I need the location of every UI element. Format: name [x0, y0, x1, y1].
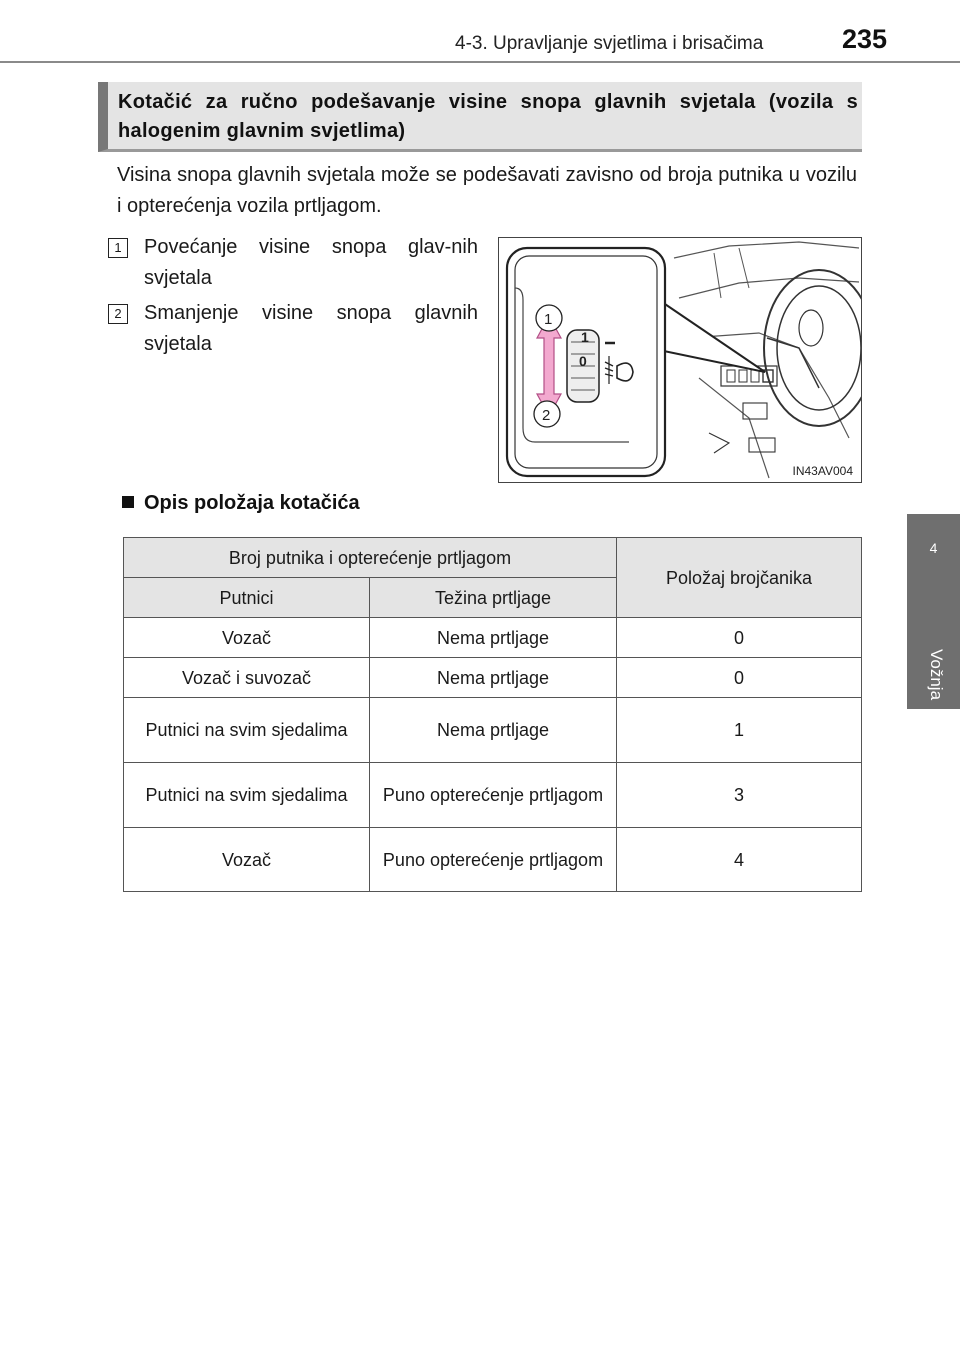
page-number: 235 [842, 24, 888, 54]
dashboard-illustration [499, 238, 861, 482]
header-passengers-cell: Putnici [124, 578, 370, 618]
passengers-cell: Vozač [124, 618, 370, 658]
passengers-cell: Vozač i suvozač [124, 658, 370, 698]
table-header-row [124, 538, 862, 578]
dial-position-table [123, 537, 862, 892]
item-number-badge: 1 [108, 238, 128, 258]
position-cell: 0 [617, 618, 862, 658]
header-luggage-cell: Težina prtljage [370, 578, 617, 618]
section-title: Kotačić za ručno podešavanje visine snopa glavnih svjetala (vozila s halogenim glavnim svjetlima) [118, 91, 858, 142]
passengers-cell: Vozač [124, 828, 370, 892]
passengers-cell: Putnici na svim sjedalima [124, 763, 370, 828]
position-cell: 0 [617, 658, 862, 698]
item-number-badge: 2 [108, 304, 128, 324]
section-heading [98, 82, 862, 152]
header-divider [0, 61, 960, 63]
passengers-cell: Putnici na svim sjedalima [124, 698, 370, 763]
square-bullet-icon [122, 496, 134, 508]
luggage-cell: Nema prtljage [370, 698, 617, 763]
luggage-cell: Puno opterećenje prtljagom [370, 763, 617, 828]
item-text: Povećanje visine snopa glav-nih svjetala [144, 236, 478, 289]
luggage-cell: Nema prtljage [370, 618, 617, 658]
intro-paragraph: Visina snopa glavnih svjetala može se podešavati zavisno od broja putnika u vozilu i opterećenja vozila prtljagom. [117, 164, 857, 217]
luggage-cell: Nema prtljage [370, 658, 617, 698]
dial-mark-top: 1 [581, 329, 589, 345]
chapter-side-tab [907, 514, 960, 709]
dial-mark-bottom: 0 [579, 353, 587, 369]
item-text: Smanjenje visine snopa glavnih svjetala [144, 302, 478, 355]
callout-1: 1 [544, 311, 553, 328]
page-header [0, 0, 960, 64]
headlight-leveling-dial-illustration [498, 237, 862, 483]
header-group-cell: Broj putnika i opterećenje prtljagom [124, 538, 617, 578]
figure-code: IN43AV004 [792, 464, 853, 478]
header-title: 4-3. Upravljanje svjetlima i brisačima [455, 33, 764, 54]
position-cell: 4 [617, 828, 862, 892]
position-cell: 1 [617, 698, 862, 763]
chapter-label: Vožnja [927, 649, 946, 701]
position-cell: 3 [617, 763, 862, 828]
subsection-heading [122, 492, 360, 515]
table-row [124, 618, 862, 658]
table-row [124, 828, 862, 892]
luggage-cell: Puno opterećenje prtljagom [370, 828, 617, 892]
table-row [124, 658, 862, 698]
table-row [124, 763, 862, 828]
subsection-title: Opis položaja kotačića [144, 492, 360, 514]
table-row [124, 698, 862, 763]
header-position-cell: Položaj brojčanika [617, 538, 862, 618]
callout-2: 2 [542, 407, 551, 424]
chapter-number: 4 [929, 540, 938, 556]
